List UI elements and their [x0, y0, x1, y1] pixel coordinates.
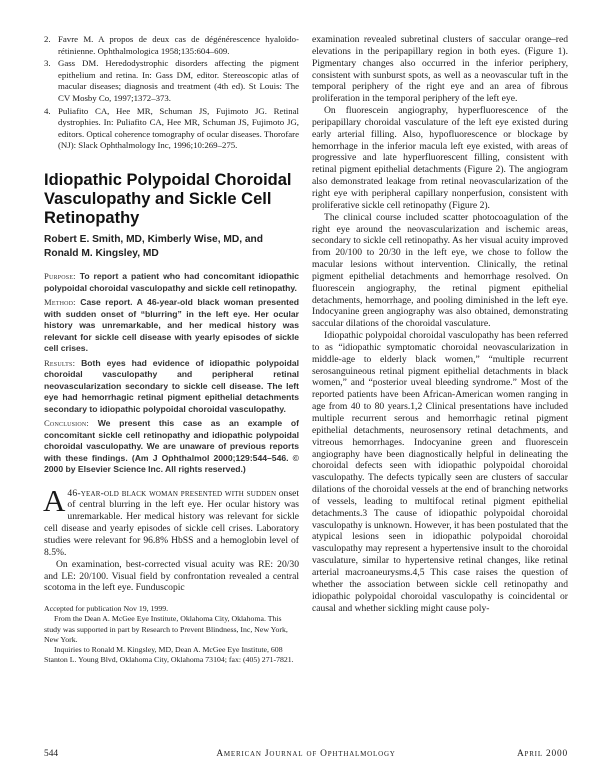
reference-text: Puliafito CA, Hee MR, Schuman JS, Fujimoto JG. Retinal dystrophies. In: Puliafito CA, Hee MR, Schuman JS, Fujimoto JG, editors. Optical coherence tomography of ocular diseases. Thorofare (NJ): Slack Ophthalmology Inc, 1996;10:269–275. [58, 105, 299, 151]
footnote: Inquiries to Ronald M. Kingsley, MD, Dean A. McGee Eye Institute, 608 Stanton L. Young Blvd, Oklahoma City, Oklahoma 73104; fax: (405) 271-7821. [44, 645, 294, 665]
footnote: From the Dean A. McGee Eye Institute, Oklahoma City, Oklahoma. This study was supported in part by Research to Prevent Blindness, Inc, New York, New York. [44, 614, 288, 644]
abstract-text: Case report. A 46-year-old black woman presented with sudden onset of “blurring” in the left eye. Her ocular history was unremarkable, and her medical history was relevant for sickle cell disease with yearly episodes of sickle cell crises. [44, 297, 299, 354]
reference-number: 3. [44, 58, 51, 69]
abstract-label: Purpose: [44, 271, 76, 282]
intro-lead: 46-year-old black woman presented with sudden [67, 487, 277, 499]
abstract-method [44, 297, 299, 355]
body-paragraph: The clinical course included scatter photocoagulation of the right eye around the neovascularization and ischemic areas, secondary to sickle cell retinopathy. As her visual acuity improved from 20/100 to 20/30 in the left eye, we chose to follow the macular lesions without intervention. Clinically, the retinal pigment epithelial detachments and hemorrhage resolved. On fluorescein angiography, the retinal pigment epithelial detachments, hemorrhage, and pooling diminished in the left eye. Indocyanine green angiography was also obtained, demonstrating saccular dilations of the choroidal vasculature. [312, 211, 568, 330]
article-title: Idiopathic Polypoidal Choroidal Vasculopathy and Sickle Cell Retinopathy [44, 170, 292, 227]
reference-item [44, 106, 299, 152]
footnote: Accepted for publication Nov 19, 1999. [44, 604, 169, 614]
page-number: 544 [44, 749, 59, 759]
abstract-text: Both eyes had evidence of idiopathic polypoidal choroidal vasculopathy and peripheral retinal neovascularization secondary to sickle cell disease. The left eye had hemorrhagic retinal pigment epithelial detachments secondary to idiopathic polypoidal choroidal vasculopathy. [44, 357, 299, 414]
body-paragraph: On fluorescein angiography, hyperfluorescence of the peripapillary choroidal vasculature of the left eye existed during early arterial filling. Also, hypofluorescence or blockage by hemorrhage in the inferior macula left eye existed, with areas of progressive and late hyperfluorescent filling, consistent with retinal pigment epithelial detachments (Figure 2). The angiogram also demonstrated leakage from retinal neovascularization of the right eye with peripheral capillary nonperfusion, consistent with proliferative sickle cell retinopathy (Figure 2). [312, 105, 568, 211]
reference-number: 4. [44, 105, 51, 116]
abstract-results [44, 358, 299, 416]
abstract-label: Method: [44, 297, 76, 308]
intro-text: onset of central blurring in the left eye. Her ocular history was unremarkable. Her medical history was relevant for sickle cell disease and yearly episodes of sickle cell crises. Laboratory studies were relevant for 96.8% HbSS and a hemoglobin level of 8.5%. [44, 487, 299, 558]
reference-list [44, 34, 299, 152]
journal-name: American Journal of Ophthalmology [216, 749, 396, 759]
abstract-label: Results: [44, 357, 76, 368]
abstract-text: To report a patient who had concomitant idiopathic polypoidal choroidal vasculopathy and sickle cell retinopathy. [44, 271, 299, 293]
left-column [44, 34, 299, 665]
body-paragraph: On examination, best-corrected visual acuity was RE: 20/30 and LE: 20/100. Visual field by confrontation revealed a central scotoma in the left eye. Funduscopic [44, 558, 299, 594]
drop-cap: A [43, 482, 66, 518]
body-paragraph: examination revealed subretinal clusters of saccular orange–red elevations in the peripapillary region in both eyes. (Figure 1). Pigmentary changes also occurred in the inferior periphery, consistent with sunburst spots, as well as a neovascular tuft in the temporal periphery of the right eye and an area of fibrous proliferation in the temporal periphery of the left eye. [312, 34, 568, 105]
reference-text: Gass DM. Heredodystrophic disorders affecting the pigment epithelium and retina. In: Gass DM, editor. Stereoscopic atlas of macular diseases; diagnosis and treatment (4th ed). St Louis: The CV Mosby Co, 1997;1372–373. [58, 58, 299, 103]
reference-item [44, 34, 299, 57]
abstract-label: Conclusion: [44, 418, 89, 429]
abstract-purpose [44, 271, 299, 294]
reference-text: Favre M. A propos de deux cas de dégénérescence hyaloïdo-rétinienne. Ophthalmologica 1958;135:604–609. [58, 34, 299, 56]
right-column [312, 34, 568, 614]
issue-date: April 2000 [516, 749, 568, 759]
article-authors: Robert E. Smith, MD, Kimberly Wise, MD, and Ronald M. Kingsley, MD [44, 233, 263, 259]
reference-number: 2. [44, 34, 51, 44]
body-paragraph: Idiopathic polypoidal choroidal vasculopathy has been referred to as “idiopathic symptomatic choroidal neovascularization in middle-age to elderly black women,” “multiple recurrent serosanguineous retinal pigment epithelial detachments in black women,” and “posterior uveal bleeding syndrome.” Most of the reported patients have been African-American women ranging in age from 40 to 80 years.1,2 Clinical presentations have included multiple recurrent serous and hemorrhagic retinal pigment epithelial detachments, neurosensory retinal detachments, and vitreous hemorrhages. Indocyanine green and fluorescein angiography have been diagnostically helpful in delineating the choroidal defects seen with idiopathic polypoidal choroidal vasculopathy. The defects typically seen are clusters of saccular dilations of the choroidal vessels at the end of branching networks of vessels, leading to multifocal retinal pigment epithelial detachments.3 The cause of idiopathic polypoidal choroidal vasculopathy is unknown. However, it has been postulated that the atypical lesions seen in idiopathic polypoidal choroidal vasculopathy may represent a hypertensive insult to the choroidal vasculature, similar to hypertensive retinal changes, like retinal arterial macroaneurysms.4,5 This case raises the question of whether the association between sickle cell retinopathy and idiopathic polypoidal choroidal vasculopathy is coincidental or causal and whether sickling might cause poly- [312, 330, 568, 614]
abstract-conclusion [44, 418, 299, 476]
reference-item [44, 58, 299, 104]
abstract [44, 271, 299, 476]
page-footer [44, 749, 568, 761]
intro-paragraph [43, 482, 299, 595]
abstract-text: We present this case as an example of concomitant sickle cell retinopathy and idiopathic polypoidal choroidal vasculopathy. We are unaware of previous reports with these findings. (Am J Ophthalmol 2000;129:544–546. © 2000 by Elsevier Science Inc. All rights reserved.) [44, 418, 299, 475]
footnotes [44, 604, 299, 665]
